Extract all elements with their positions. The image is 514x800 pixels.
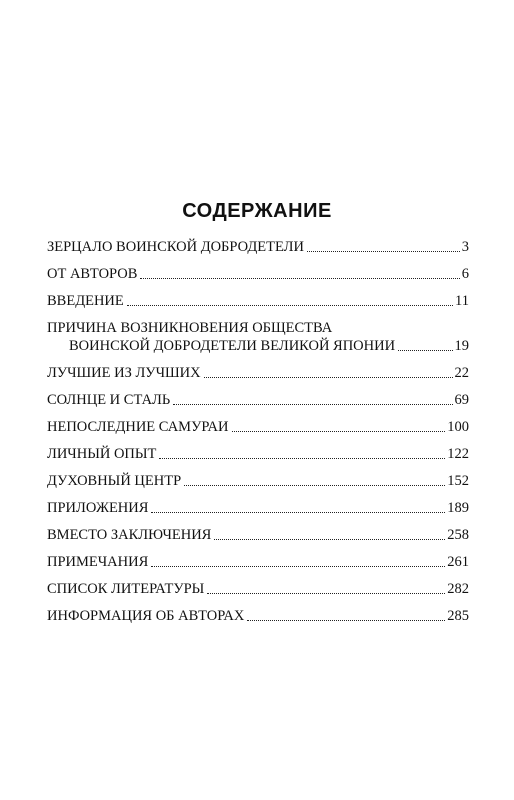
toc-entry (47, 526, 469, 544)
dot-leader (307, 250, 460, 252)
toc-page-number: 11 (455, 293, 469, 309)
toc-entry (47, 391, 469, 409)
toc-entry-title: НЕПОСЛЕДНИЕ САМУРАИ (47, 419, 229, 435)
toc-entry-title: ПРИМЕЧАНИЯ (47, 554, 149, 570)
toc-entry (47, 499, 469, 517)
toc-entry-title: ЛИЧНЫЙ ОПЫТ (47, 446, 157, 462)
toc-page-number: 3 (461, 239, 469, 255)
toc-entry (47, 472, 469, 490)
toc-entry (47, 265, 469, 283)
toc-entry-title: ПРИЛОЖЕНИЯ (47, 500, 149, 516)
dot-leader (204, 376, 453, 378)
dot-leader (398, 349, 452, 351)
dot-leader (247, 619, 445, 621)
toc-entry-title: ВМЕСТО ЗАКЛЮЧЕНИЯ (47, 527, 212, 543)
toc-entry (47, 418, 469, 436)
toc-entry (47, 580, 469, 598)
toc-entry-title: ОТ АВТОРОВ (47, 266, 138, 282)
toc-entry (47, 445, 469, 463)
toc-page-number: 152 (447, 473, 469, 489)
dot-leader (151, 565, 445, 567)
dot-leader (173, 403, 452, 405)
toc-entry-title: ВВЕДЕНИЕ (47, 293, 124, 309)
toc-page-number: 22 (454, 365, 469, 381)
toc-entry (47, 319, 469, 355)
toc-entry (47, 607, 469, 625)
toc-page-number: 19 (454, 338, 469, 354)
dot-leader (232, 430, 446, 432)
toc-page-number: 189 (447, 500, 469, 516)
dot-leader (207, 592, 445, 594)
toc-entry (47, 238, 469, 256)
toc-page-number: 69 (454, 392, 469, 408)
toc-entry-title (47, 319, 395, 355)
dot-leader (159, 457, 445, 459)
toc-page-number: 100 (447, 419, 469, 435)
table-of-contents (47, 238, 469, 634)
toc-entry-title-line2: ВОИНСКОЙ ДОБРОДЕТЕЛИ ВЕЛИКОЙ ЯПОНИИ (69, 338, 396, 354)
toc-page-number: 285 (447, 608, 469, 624)
dot-leader (184, 484, 445, 486)
toc-entry-title: СПИСОК ЛИТЕРАТУРЫ (47, 581, 205, 597)
toc-page-number: 261 (447, 554, 469, 570)
toc-entry (47, 364, 469, 382)
page-title: СОДЕРЖАНИЕ (182, 200, 332, 222)
toc-page-number: 282 (447, 581, 469, 597)
toc-entry (47, 553, 469, 571)
toc-entry-title: ДУХОВНЫЙ ЦЕНТР (47, 473, 182, 489)
toc-page-number: 122 (447, 446, 469, 462)
toc-entry-title-line1: ПРИЧИНА ВОЗНИКНОВЕНИЯ ОБЩЕСТВА (47, 320, 333, 336)
toc-entry-title: ЗЕРЦАЛО ВОИНСКОЙ ДОБРОДЕТЕЛИ (47, 239, 304, 255)
toc-entry-title: ЛУЧШИЕ ИЗ ЛУЧШИХ (47, 365, 201, 381)
dot-leader (214, 538, 445, 540)
dot-leader (127, 304, 453, 306)
dot-leader (151, 511, 445, 513)
toc-entry-title: СОЛНЦЕ И СТАЛЬ (47, 392, 171, 408)
toc-page-number: 6 (461, 266, 469, 282)
toc-entry (47, 292, 469, 310)
toc-page-number: 258 (447, 527, 469, 543)
dot-leader (140, 277, 459, 279)
toc-entry-title: ИНФОРМАЦИЯ ОБ АВТОРАХ (47, 608, 245, 624)
